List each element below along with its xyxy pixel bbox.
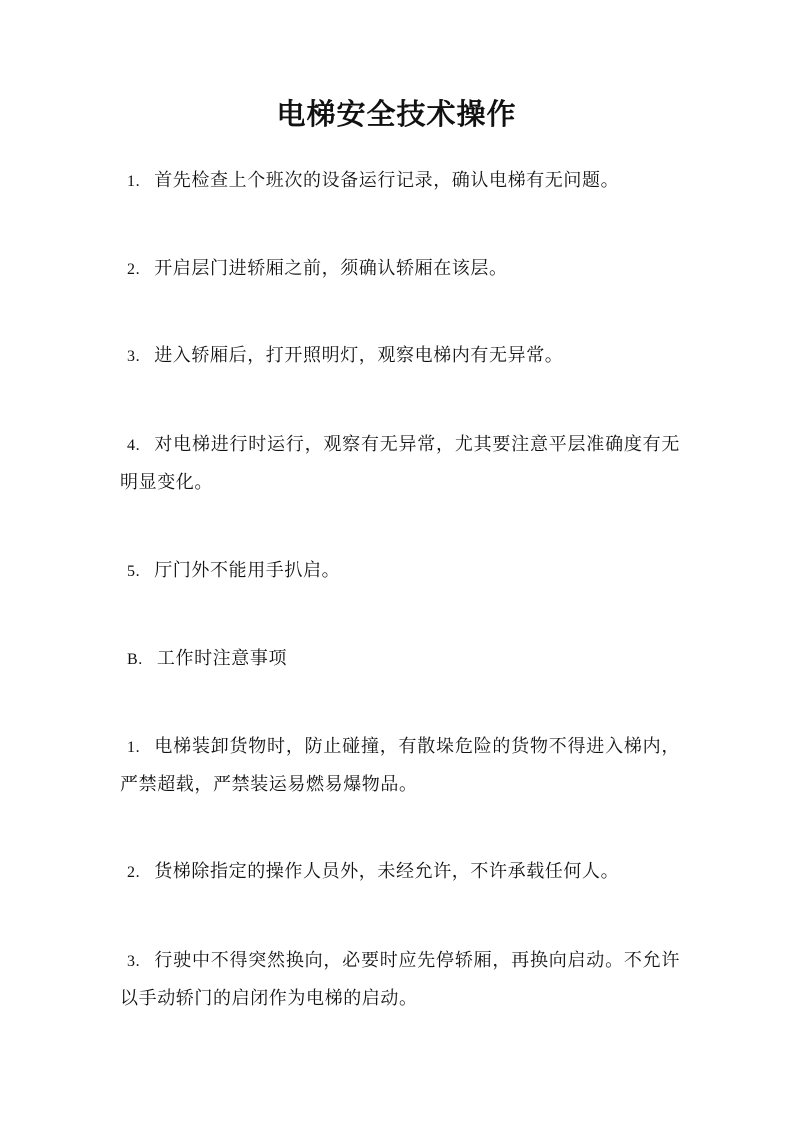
paragraph-text: 首先检查上个班次的设备运行记录，确认电梯有无问题。 <box>154 170 620 191</box>
paragraph-number: 1. <box>127 739 141 756</box>
paragraph-text: 工作时注意事项 <box>156 648 288 669</box>
paragraph-text: 开启层门进轿厢之前，须确认轿厢在该层。 <box>154 258 508 279</box>
paragraph-number: 3. <box>127 348 141 365</box>
paragraph-number: 5. <box>127 563 141 580</box>
paragraph-number: 2. <box>127 864 141 881</box>
paragraph-text: 货梯除指定的操作人员外，未经允许，不许承载任何人。 <box>154 861 620 882</box>
paragraph-text: 电梯装卸货物时，防止碰撞，有散垛危险的货物不得进入梯内，严禁超载，严禁装运易燃易爆物品。 <box>120 736 680 795</box>
paragraph-number: B. <box>127 651 143 668</box>
paragraph-text: 进入轿厢后，打开照明灯，观察电梯内有无异常。 <box>154 345 564 366</box>
paragraph-4 <box>120 426 680 501</box>
paragraph-text: 行驶中不得突然换向，必要时应先停轿厢，再换向启动。不允许以手动轿门的启闭作为电梯的启动。 <box>120 950 680 1009</box>
paragraph-number: 1. <box>127 173 141 190</box>
paragraph-number: 2. <box>127 261 141 278</box>
paragraph-text: 厅门外不能用手扒启。 <box>154 560 341 581</box>
paragraph-6 <box>120 728 680 803</box>
paragraph-5 <box>120 552 680 590</box>
paragraph-3 <box>120 337 680 375</box>
paragraph-text: 对电梯进行时运行，观察有无异常，尤其要注意平层准确度有无明显变化。 <box>120 434 680 493</box>
document-title: 电梯安全技术操作 <box>276 97 517 131</box>
section-heading-b <box>120 640 680 678</box>
paragraph-number: 3. <box>127 953 141 970</box>
paragraph-1 <box>120 162 680 200</box>
paragraph-8 <box>120 942 680 1017</box>
paragraph-7 <box>120 853 680 891</box>
paragraph-2 <box>120 250 680 288</box>
paragraph-number: 4. <box>127 437 141 454</box>
